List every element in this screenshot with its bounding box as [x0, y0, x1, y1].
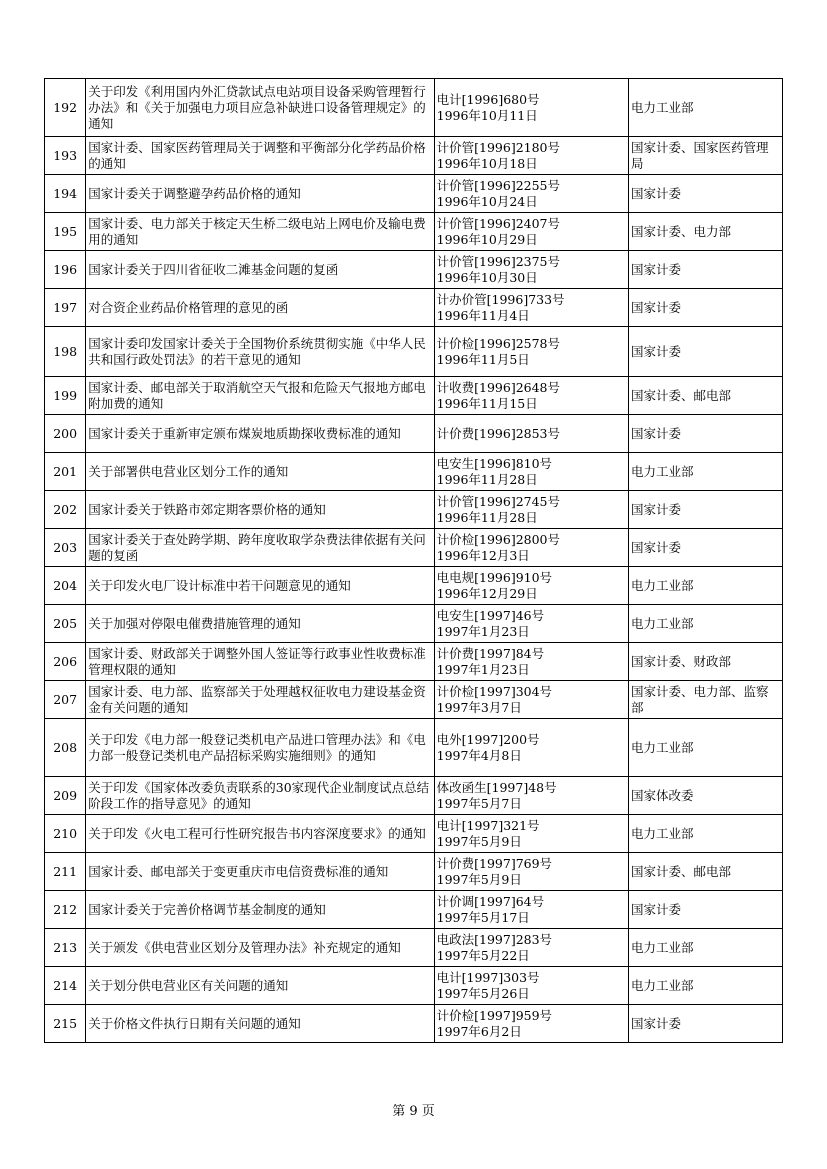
document-number: 电安生[1996]810号: [436, 455, 553, 471]
document-number: 计价管[1996]2745号: [436, 493, 561, 509]
issuing-department: 国家体改委: [628, 777, 782, 815]
issuing-department: 国家计委、邮电部: [628, 377, 782, 415]
row-number: 208: [45, 719, 86, 777]
row-number: 206: [45, 643, 86, 681]
document-title: 国家计委关于完善价格调节基金制度的通知: [86, 891, 434, 929]
document-title: 国家计委关于四川省征收二滩基金问题的复函: [86, 251, 434, 289]
document-reference: [434, 815, 628, 853]
row-number: 203: [45, 529, 86, 567]
document-reference: [434, 529, 628, 567]
document-date: 1996年11月28日: [436, 471, 538, 487]
document-title: 关于印发《国家体改委负责联系的30家现代企业制度试点总结阶段工作的指导意见》的通知: [86, 777, 434, 815]
row-number: 195: [45, 213, 86, 251]
document-reference: [434, 137, 628, 175]
row-number: 205: [45, 605, 86, 643]
issuing-department: 电力工业部: [628, 605, 782, 643]
document-title: 关于印发《电力部一般登记类机电产品进口管理办法》和《电力部一般登记类机电产品招标采购实施细则》的通知: [86, 719, 434, 777]
issuing-department: 电力工业部: [628, 79, 782, 137]
issuing-department: 国家计委、电力部、监察部: [628, 681, 782, 719]
document-number: 计价费[1996]2853号: [436, 425, 561, 441]
issuing-department: 国家计委: [628, 891, 782, 929]
document-title: 国家计委关于调整避孕药品价格的通知: [86, 175, 434, 213]
document-number: 计价检[1997]959号: [436, 1007, 553, 1023]
table-row: [45, 681, 783, 719]
document-reference: [434, 681, 628, 719]
document-number: 计价管[1996]2407号: [436, 215, 561, 231]
document-title: 国家计委、邮电部关于变更重庆市电信资费标准的通知: [86, 853, 434, 891]
document-number: 电安生[1997]46号: [436, 607, 545, 623]
row-number: 194: [45, 175, 86, 213]
page-number: 第 9 页: [392, 1104, 435, 1119]
document-date: 1996年10月18日: [436, 155, 538, 171]
document-date: 1996年10月24日: [436, 193, 538, 209]
document-number: 计价管[1996]2375号: [436, 253, 561, 269]
table-row: [45, 415, 783, 453]
table-row: [45, 643, 783, 681]
document-number: 电外[1997]200号: [436, 731, 540, 747]
issuing-department: 国家计委: [628, 327, 782, 377]
issuing-department: 国家计委: [628, 491, 782, 529]
document-reference: [434, 79, 628, 137]
document-number: 电计[1997]303号: [436, 969, 540, 985]
issuing-department: 国家计委: [628, 175, 782, 213]
document-number: 电政法[1997]283号: [436, 931, 553, 947]
row-number: 197: [45, 289, 86, 327]
document-number: 计价检[1996]2800号: [436, 531, 561, 547]
document-title: 国家计委、邮电部关于取消航空天气报和危险天气报地方邮电附加费的通知: [86, 377, 434, 415]
document-reference: [434, 605, 628, 643]
table-row: [45, 377, 783, 415]
table-row: [45, 605, 783, 643]
table-row: [45, 289, 783, 327]
document-title: 关于印发火电厂设计标准中若干问题意见的通知: [86, 567, 434, 605]
document-reference: [434, 777, 628, 815]
table-row: [45, 929, 783, 967]
row-number: 199: [45, 377, 86, 415]
document-number: 计收费[1996]2648号: [436, 379, 561, 395]
document-title: 国家计委、电力部关于核定天生桥二级电站上网电价及输电费用的通知: [86, 213, 434, 251]
document-title: 国家计委、财政部关于调整外国人签证等行政事业性收费标准管理权限的通知: [86, 643, 434, 681]
document-title: 关于划分供电营业区有关问题的通知: [86, 967, 434, 1005]
document-number: 计价管[1996]2255号: [436, 177, 561, 193]
document-title: 关于价格文件执行日期有关问题的通知: [86, 1005, 434, 1043]
document-reference: [434, 967, 628, 1005]
table-row: [45, 327, 783, 377]
table-row: [45, 719, 783, 777]
document-date: 1996年12月3日: [436, 547, 530, 563]
row-number: 201: [45, 453, 86, 491]
issuing-department: 国家计委: [628, 529, 782, 567]
document-reference: [434, 643, 628, 681]
issuing-department: 国家计委、国家医药管理局: [628, 137, 782, 175]
document-reference: [434, 327, 628, 377]
document-title: 关于加强对停限电催费措施管理的通知: [86, 605, 434, 643]
table-row: [45, 853, 783, 891]
row-number: 213: [45, 929, 86, 967]
document-date: 1997年5月26日: [436, 985, 530, 1001]
document-number: 电电规[1996]910号: [436, 569, 553, 585]
document-title: 国家计委、国家医药管理局关于调整和平衡部分化学药品价格的通知: [86, 137, 434, 175]
document-title: 关于印发《火电工程可行性研究报告书内容深度要求》的通知: [86, 815, 434, 853]
row-number: 214: [45, 967, 86, 1005]
document-date: 1997年6月2日: [436, 1023, 522, 1039]
document-reference: [434, 719, 628, 777]
table-row: [45, 777, 783, 815]
document-number: 体改函生[1997]48号: [436, 779, 557, 795]
table-row: [45, 529, 783, 567]
document-date: 1997年5月9日: [436, 833, 522, 849]
document-title: 国家计委、电力部、监察部关于处理越权征收电力建设基金资金有关问题的通知: [86, 681, 434, 719]
table-row: [45, 213, 783, 251]
document-number: 电计[1997]321号: [436, 817, 540, 833]
issuing-department: 国家计委: [628, 1005, 782, 1043]
row-number: 210: [45, 815, 86, 853]
row-number: 202: [45, 491, 86, 529]
document-date: 1997年5月17日: [436, 909, 530, 925]
table-row: [45, 137, 783, 175]
document-title: 对合资企业药品价格管理的意见的函: [86, 289, 434, 327]
document-reference: [434, 251, 628, 289]
table-row: [45, 891, 783, 929]
document-date: 1997年4月8日: [436, 747, 522, 763]
document-date: 1997年3月7日: [436, 699, 522, 715]
table-row: [45, 251, 783, 289]
row-number: 196: [45, 251, 86, 289]
document-title: 国家计委关于重新审定颁布煤炭地质勘探收费标准的通知: [86, 415, 434, 453]
document-number: 电计[1996]680号: [436, 91, 540, 107]
document-date: 1996年10月11日: [436, 107, 538, 123]
document-reference: [434, 853, 628, 891]
issuing-department: 国家计委、财政部: [628, 643, 782, 681]
document-reference: [434, 415, 628, 453]
document-number: 计价调[1997]64号: [436, 893, 545, 909]
document-date: 1997年5月9日: [436, 871, 522, 887]
issuing-department: 电力工业部: [628, 719, 782, 777]
table-row: [45, 453, 783, 491]
document-date: 1996年11月5日: [436, 351, 530, 367]
document-date: 1997年1月23日: [436, 623, 530, 639]
issuing-department: 电力工业部: [628, 815, 782, 853]
document-reference: [434, 1005, 628, 1043]
document-reference: [434, 453, 628, 491]
issuing-department: 国家计委、电力部: [628, 213, 782, 251]
document-number: 计价费[1997]84号: [436, 645, 545, 661]
issuing-department: 国家计委: [628, 251, 782, 289]
document-reference: [434, 175, 628, 213]
document-title: 关于印发《利用国内外汇贷款试点电站项目设备采购管理暂行办法》和《关于加强电力项目应急补缺进口设备管理规定》的通知: [86, 79, 434, 137]
document-date: 1997年5月7日: [436, 795, 522, 811]
document-reference: [434, 289, 628, 327]
document-date: 1996年10月29日: [436, 231, 538, 247]
document-date: 1996年11月15日: [436, 395, 538, 411]
issuing-department: 电力工业部: [628, 567, 782, 605]
document-title: 国家计委关于查处跨学期、跨年度收取学杂费法律依据有关问题的复函: [86, 529, 434, 567]
table-row: [45, 967, 783, 1005]
document-reference: [434, 929, 628, 967]
document-date: 1996年12月29日: [436, 585, 538, 601]
table-row: [45, 175, 783, 213]
row-number: 198: [45, 327, 86, 377]
document-date: 1996年11月28日: [436, 509, 538, 525]
row-number: 212: [45, 891, 86, 929]
table-row: [45, 491, 783, 529]
document-reference: [434, 891, 628, 929]
document-title: 国家计委关于铁路市郊定期客票价格的通知: [86, 491, 434, 529]
table-row: [45, 815, 783, 853]
document-reference: [434, 491, 628, 529]
row-number: 209: [45, 777, 86, 815]
document-number: 计价检[1997]304号: [436, 683, 553, 699]
issuing-department: 电力工业部: [628, 453, 782, 491]
document-date: 1997年1月23日: [436, 661, 530, 677]
row-number: 207: [45, 681, 86, 719]
document-title: 国家计委印发国家计委关于全国物价系统贯彻实施《中华人民共和国行政处罚法》的若干意见的通知: [86, 327, 434, 377]
document-number: 计价管[1996]2180号: [436, 139, 561, 155]
document-reference: [434, 567, 628, 605]
document-number: 计价检[1996]2578号: [436, 335, 561, 351]
document-table: [44, 78, 783, 1043]
issuing-department: 电力工业部: [628, 967, 782, 1005]
issuing-department: 电力工业部: [628, 929, 782, 967]
row-number: 193: [45, 137, 86, 175]
document-reference: [434, 213, 628, 251]
row-number: 192: [45, 79, 86, 137]
table-row: [45, 567, 783, 605]
table-row: [45, 79, 783, 137]
issuing-department: 国家计委: [628, 289, 782, 327]
table-row: [45, 1005, 783, 1043]
issuing-department: 国家计委: [628, 415, 782, 453]
row-number: 200: [45, 415, 86, 453]
document-title: 关于颁发《供电营业区划分及管理办法》补充规定的通知: [86, 929, 434, 967]
document-number: 计办价管[1996]733号: [436, 291, 565, 307]
document-date: 1996年10月30日: [436, 269, 538, 285]
document-table-body: [45, 79, 783, 1043]
issuing-department: 国家计委、邮电部: [628, 853, 782, 891]
document-title: 关于部署供电营业区划分工作的通知: [86, 453, 434, 491]
row-number: 211: [45, 853, 86, 891]
document-date: 1996年11月4日: [436, 307, 530, 323]
document-reference: [434, 377, 628, 415]
row-number: 204: [45, 567, 86, 605]
row-number: 215: [45, 1005, 86, 1043]
document-date: 1997年5月22日: [436, 947, 530, 963]
document-number: 计价费[1997]769号: [436, 855, 553, 871]
